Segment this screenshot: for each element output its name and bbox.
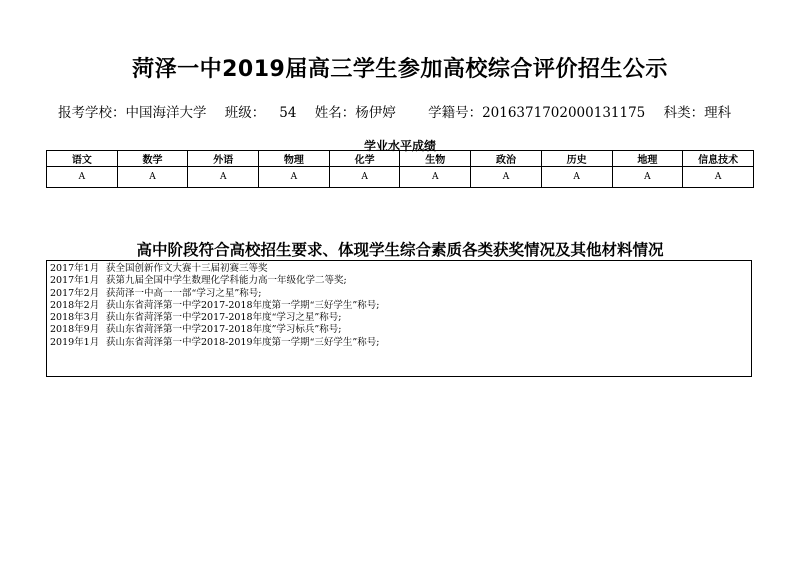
award-text: 获山东省菏泽第一中学2017-2018年度“学习之星”称号; xyxy=(106,312,342,324)
subject-header: 数学 xyxy=(117,151,188,167)
name-label: 姓名： xyxy=(314,105,356,121)
scores-caption: 学业水平成绩 xyxy=(363,139,436,153)
grade-cell: A xyxy=(47,167,118,188)
grade-cell: A xyxy=(683,167,754,188)
name-value: 杨伊婷 xyxy=(355,105,396,121)
award-date: 2018年9月 xyxy=(50,324,100,336)
award-date: 2017年2月 xyxy=(50,287,100,299)
grade-cell: A xyxy=(117,167,188,188)
list-item xyxy=(50,275,751,287)
award-date: 2018年3月 xyxy=(50,312,100,324)
subject-header: 生物 xyxy=(400,151,471,167)
student-info xyxy=(58,101,758,121)
class-label: 班级： xyxy=(224,105,266,121)
school-label: 报考学校： xyxy=(58,105,126,121)
scores-header-row xyxy=(47,151,754,167)
student-id-value: 2016371702000131175 xyxy=(482,105,646,121)
award-text: 获山东省菏泽第一中学2017-2018年度”学习标兵”称号; xyxy=(106,324,342,336)
subject-header: 政治 xyxy=(471,151,542,167)
grade-cell: A xyxy=(400,167,471,188)
grade-cell: A xyxy=(471,167,542,188)
grade-cell: A xyxy=(329,167,400,188)
scores-grade-row xyxy=(47,167,754,188)
subject-label: 科类： xyxy=(663,105,705,121)
awards-caption: 高中阶段符合高校招生要求、体现学生综合素质各类获奖情况及其他材料情况 xyxy=(136,241,664,259)
class-value: 54 xyxy=(279,105,297,121)
subject-header: 外语 xyxy=(188,151,259,167)
award-text: 获菏泽一中高一一部“学习之星”称号; xyxy=(106,287,262,299)
subject-header: 地理 xyxy=(612,151,683,167)
subject-header: 信息技术 xyxy=(683,151,754,167)
grade-cell: A xyxy=(541,167,612,188)
subject-header: 语文 xyxy=(47,151,118,167)
student-id-label: 学籍号： xyxy=(428,105,483,121)
award-date: 2018年2月 xyxy=(50,299,100,311)
award-text: 获第九届全国中学生数理化学科能力高一年级化学二等奖; xyxy=(106,275,347,287)
subject-value: 理科 xyxy=(704,105,732,121)
scores-table xyxy=(46,150,754,188)
award-date: 2019年1月 xyxy=(50,336,100,348)
award-text: 获山东省菏泽第一中学2017-2018年度第一学期“三好学生”称号; xyxy=(106,299,380,311)
award-date: 2017年1月 xyxy=(50,275,100,287)
page-title: 菏泽一中2019届高三学生参加高校综合评价招生公示 xyxy=(132,57,668,82)
grade-cell: A xyxy=(612,167,683,188)
list-item xyxy=(50,288,751,300)
list-item xyxy=(50,337,751,349)
list-item xyxy=(50,300,751,312)
subject-header: 化学 xyxy=(329,151,400,167)
subject-header: 物理 xyxy=(259,151,330,167)
list-item xyxy=(50,263,751,275)
award-text: 获山东省菏泽第一中学2018-2019年度第一学期“三好学生”称号; xyxy=(106,336,380,348)
grade-cell: A xyxy=(259,167,330,188)
award-date: 2017年1月 xyxy=(50,263,100,274)
list-item xyxy=(50,324,751,336)
grade-cell: A xyxy=(188,167,259,188)
subject-header: 历史 xyxy=(541,151,612,167)
awards-list xyxy=(46,260,752,377)
award-text: 获全国创新作文大赛十三届初赛三等奖 xyxy=(106,263,268,274)
school-value: 中国海洋大学 xyxy=(125,105,207,121)
list-item xyxy=(50,312,751,324)
